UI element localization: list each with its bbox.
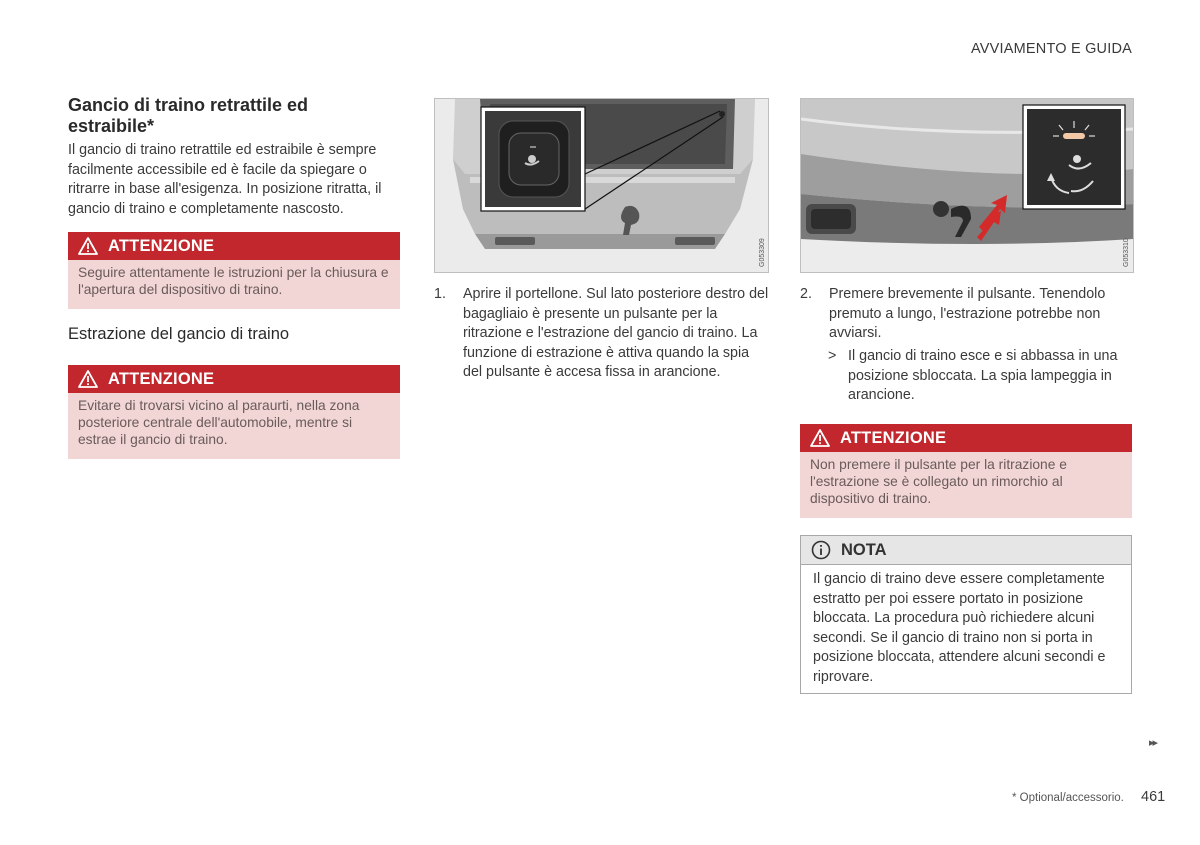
warning-box-1 — [68, 232, 400, 309]
warning-text: Evitare di trovarsi vicino al paraurti, nella zona posteriore centrale dell'automobile, mentre si estrae il gancio di traino. — [78, 398, 360, 447]
page-number: 461 — [1141, 789, 1166, 805]
result-text: Il gancio di traino esce e si abbassa in una posizione sbloccata. La spia lampeggia in arancione. — [848, 348, 1118, 403]
footnote: * Optional/accessorio. — [1012, 792, 1124, 804]
warning-triangle-icon — [78, 370, 98, 388]
step-1 — [434, 285, 770, 383]
figure-trunk-button — [434, 98, 769, 273]
continue-arrows-icon: ▸▸ — [1149, 737, 1157, 749]
warning-triangle-icon — [810, 429, 830, 447]
warning-label: ATTENZIONE — [108, 369, 215, 388]
warning-header — [68, 365, 400, 393]
towbar-illustration — [801, 99, 1133, 272]
step-text: Premere brevemente il pulsante. Tenendolo premuto a lungo, l'estrazione potrebbe non avviarsi. — [829, 286, 1106, 341]
trunk-illustration — [435, 99, 768, 272]
step-2 — [800, 285, 1136, 344]
note-text: Il gancio di traino deve essere completamente estratto per poi essere portato in posizione bloccata. La procedura può richiedere alcuni secondi. Se il gancio di traino non si porta in posizione bloccata, attendere alcuni secondi e riprovare. — [813, 571, 1106, 685]
warning-header — [68, 232, 400, 260]
warning-label: ATTENZIONE — [108, 236, 215, 255]
warning-label: ATTENZIONE — [840, 428, 947, 447]
figure-code: G053309 — [759, 238, 766, 267]
warning-text: Seguire attentamente le istruzioni per la chiusura e l'apertura del dispositivo di traino. — [78, 265, 389, 297]
warning-box-2 — [68, 365, 400, 459]
note-label: NOTA — [841, 540, 887, 559]
warning-text: Non premere il pulsante per la ritrazione e l'estrazione se è collegato un rimorchio al dispositivo di traino. — [810, 457, 1067, 506]
figure-towbar-extending — [800, 98, 1134, 273]
warning-box-3 — [800, 424, 1132, 518]
result-marker: > — [828, 348, 837, 364]
figure-code: G053310 — [1123, 238, 1130, 267]
warning-triangle-icon — [78, 237, 98, 255]
warning-header — [800, 424, 1132, 452]
section-title: Gancio di traino retrattile ed estraibile* — [68, 95, 309, 136]
note-box — [800, 535, 1132, 694]
step-text: Aprire il portellone. Sul lato posteriore destro del bagagliaio è presente un pulsante per la ritrazione e l'estrazione del gancio di traino. La funzione di estrazione è attiva quando la spia del pulsante è accesa fissa in arancione. — [463, 286, 769, 380]
intro-paragraph: Il gancio di traino retrattile ed estraibile è sempre facilmente accessibile ed è facile da spiegare o ritrarre in base all'esigenza. In posizione ritratta, il gancio di traino e completamente nascosto. — [68, 142, 382, 217]
step-number: 1. — [434, 286, 446, 302]
step-number: 2. — [800, 286, 812, 302]
step-result — [828, 347, 1138, 406]
subheading: Estrazione del gancio di traino — [68, 325, 290, 343]
chapter-title: AVVIAMENTO E GUIDA — [971, 41, 1132, 57]
info-icon — [811, 540, 831, 560]
note-header — [801, 536, 1131, 565]
